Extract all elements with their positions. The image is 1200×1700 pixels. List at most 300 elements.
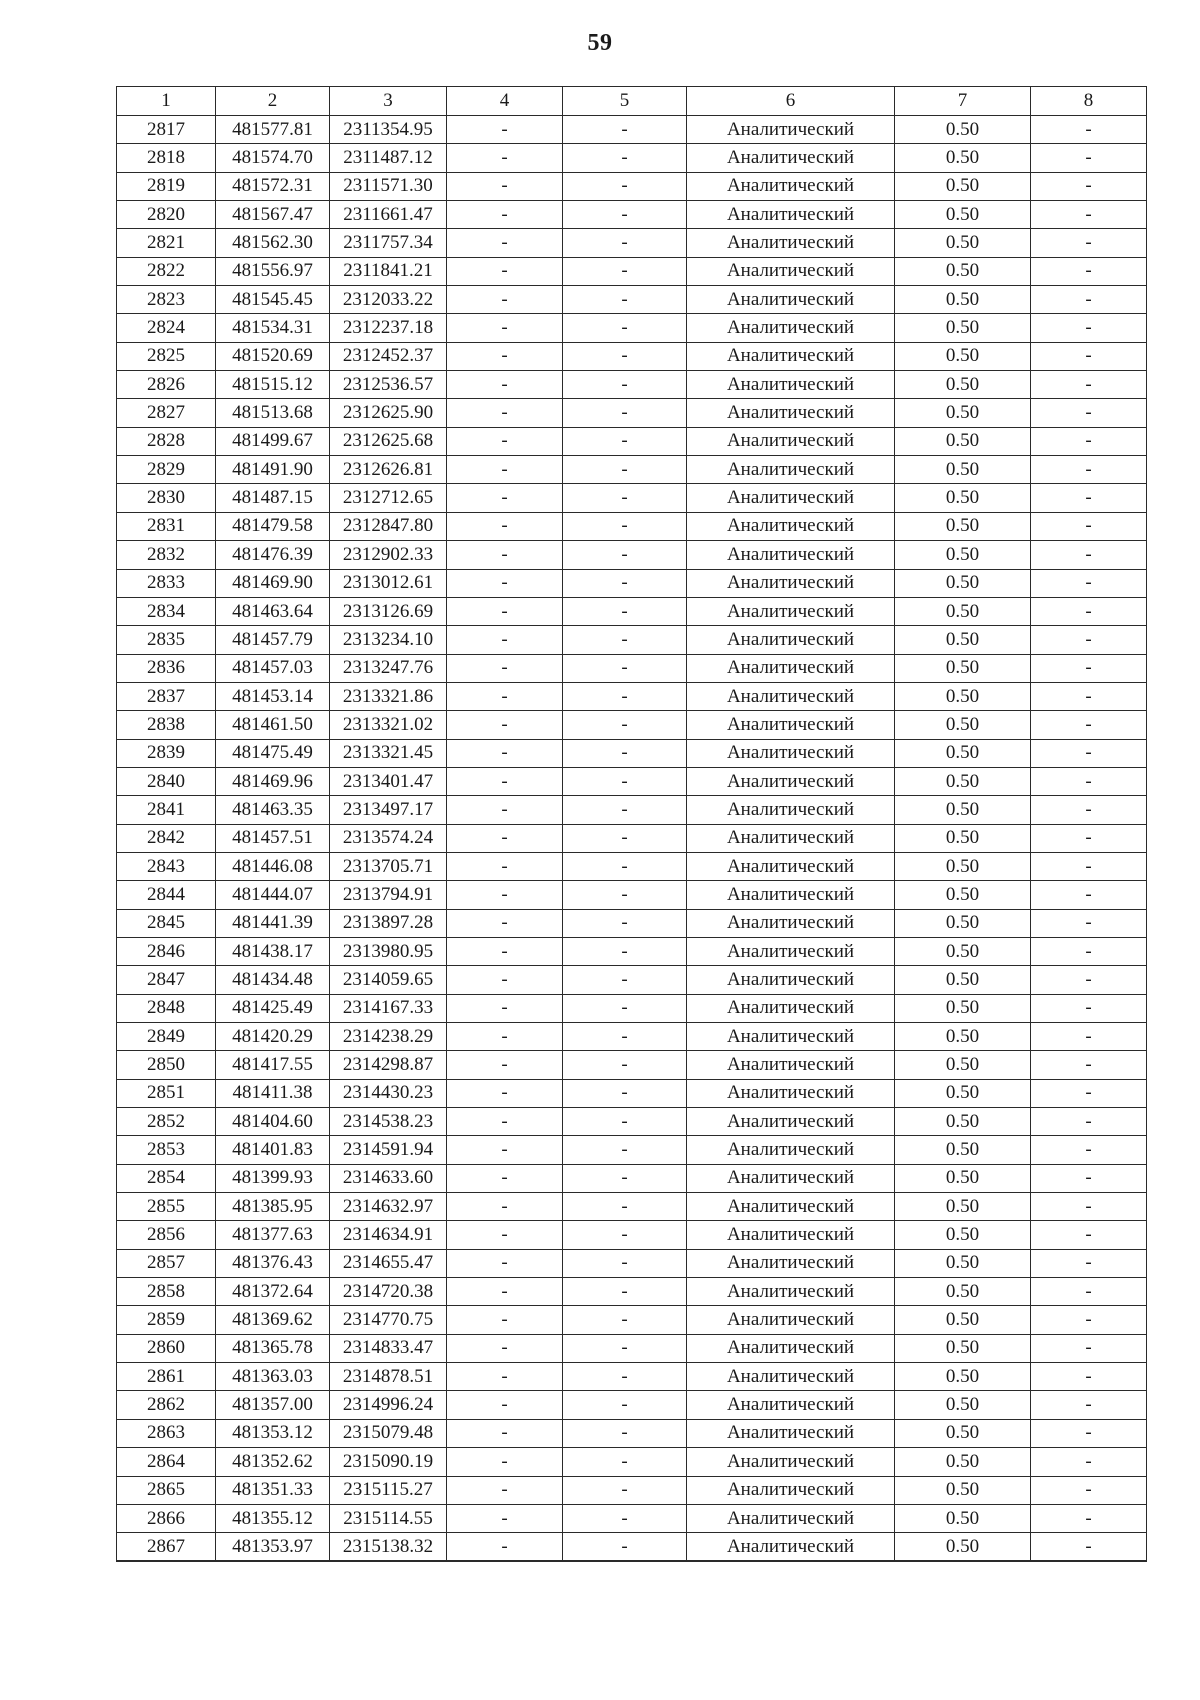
point-number-cell: 2824	[117, 314, 216, 342]
x-coordinate-cell: 481567.47	[216, 201, 330, 229]
col5-cell: -	[563, 569, 687, 597]
x-coordinate-cell: 481453.14	[216, 682, 330, 710]
col4-cell: -	[447, 739, 563, 767]
col8-cell: -	[1031, 626, 1147, 654]
col5-cell: -	[563, 1193, 687, 1221]
table-row	[117, 1533, 1147, 1561]
accuracy-cell: 0.50	[895, 342, 1031, 370]
accuracy-cell: 0.50	[895, 456, 1031, 484]
x-coordinate-cell: 481461.50	[216, 711, 330, 739]
table-row	[117, 796, 1147, 824]
method-cell: Аналитический	[687, 172, 895, 200]
table-row	[117, 229, 1147, 257]
accuracy-cell: 0.50	[895, 1419, 1031, 1447]
method-cell: Аналитический	[687, 257, 895, 285]
method-cell: Аналитический	[687, 824, 895, 852]
y-coordinate-cell: 2312033.22	[330, 286, 447, 314]
col5-cell: -	[563, 1448, 687, 1476]
accuracy-cell: 0.50	[895, 597, 1031, 625]
x-coordinate-cell: 481457.79	[216, 626, 330, 654]
method-cell: Аналитический	[687, 1023, 895, 1051]
table-row	[117, 966, 1147, 994]
col5-cell: -	[563, 1363, 687, 1391]
table-row	[117, 1419, 1147, 1447]
col5-cell: -	[563, 881, 687, 909]
table-row	[117, 427, 1147, 455]
y-coordinate-cell: 2313980.95	[330, 937, 447, 965]
col4-cell: -	[447, 1476, 563, 1504]
x-coordinate-cell: 481574.70	[216, 144, 330, 172]
col8-cell: -	[1031, 1023, 1147, 1051]
col5-cell: -	[563, 1221, 687, 1249]
method-cell: Аналитический	[687, 116, 895, 144]
method-cell: Аналитический	[687, 1278, 895, 1306]
col4-cell: -	[447, 314, 563, 342]
x-coordinate-cell: 481417.55	[216, 1051, 330, 1079]
y-coordinate-cell: 2313401.47	[330, 767, 447, 795]
accuracy-cell: 0.50	[895, 1164, 1031, 1192]
col5-cell: -	[563, 1136, 687, 1164]
col8-cell: -	[1031, 1221, 1147, 1249]
accuracy-cell: 0.50	[895, 682, 1031, 710]
point-number-cell: 2828	[117, 427, 216, 455]
x-coordinate-cell: 481351.33	[216, 1476, 330, 1504]
col8-cell: -	[1031, 1533, 1147, 1561]
x-coordinate-cell: 481463.35	[216, 796, 330, 824]
x-coordinate-cell: 481411.38	[216, 1079, 330, 1107]
x-coordinate-cell: 481434.48	[216, 966, 330, 994]
point-number-cell: 2832	[117, 541, 216, 569]
accuracy-cell: 0.50	[895, 796, 1031, 824]
accuracy-cell: 0.50	[895, 1533, 1031, 1561]
col5-cell: -	[563, 1391, 687, 1419]
col5-cell: -	[563, 1419, 687, 1447]
accuracy-cell: 0.50	[895, 1051, 1031, 1079]
col4-cell: -	[447, 1278, 563, 1306]
point-number-cell: 2862	[117, 1391, 216, 1419]
x-coordinate-cell: 481469.90	[216, 569, 330, 597]
method-cell: Аналитический	[687, 371, 895, 399]
method-cell: Аналитический	[687, 1221, 895, 1249]
point-number-cell: 2823	[117, 286, 216, 314]
y-coordinate-cell: 2314430.23	[330, 1079, 447, 1107]
y-coordinate-cell: 2314591.94	[330, 1136, 447, 1164]
method-cell: Аналитический	[687, 739, 895, 767]
accuracy-cell: 0.50	[895, 399, 1031, 427]
col4-cell: -	[447, 1334, 563, 1362]
y-coordinate-cell: 2312237.18	[330, 314, 447, 342]
method-cell: Аналитический	[687, 1448, 895, 1476]
col5-cell: -	[563, 201, 687, 229]
col4-cell: -	[447, 257, 563, 285]
table-row	[117, 1136, 1147, 1164]
accuracy-cell: 0.50	[895, 881, 1031, 909]
table-row	[117, 257, 1147, 285]
x-coordinate-cell: 481475.49	[216, 739, 330, 767]
x-coordinate-cell: 481357.00	[216, 1391, 330, 1419]
method-cell: Аналитический	[687, 1136, 895, 1164]
col4-cell: -	[447, 342, 563, 370]
col5-cell: -	[563, 1051, 687, 1079]
x-coordinate-cell: 481425.49	[216, 994, 330, 1022]
method-cell: Аналитический	[687, 796, 895, 824]
x-coordinate-cell: 481353.97	[216, 1533, 330, 1561]
col4-cell: -	[447, 144, 563, 172]
y-coordinate-cell: 2314878.51	[330, 1363, 447, 1391]
y-coordinate-cell: 2311571.30	[330, 172, 447, 200]
accuracy-cell: 0.50	[895, 909, 1031, 937]
point-number-cell: 2817	[117, 116, 216, 144]
method-cell: Аналитический	[687, 484, 895, 512]
accuracy-cell: 0.50	[895, 1136, 1031, 1164]
method-cell: Аналитический	[687, 994, 895, 1022]
point-number-cell: 2839	[117, 739, 216, 767]
point-number-cell: 2819	[117, 172, 216, 200]
col8-cell: -	[1031, 1164, 1147, 1192]
table-row	[117, 1164, 1147, 1192]
col5-cell: -	[563, 1476, 687, 1504]
col8-cell: -	[1031, 229, 1147, 257]
col8-cell: -	[1031, 116, 1147, 144]
x-coordinate-cell: 481463.64	[216, 597, 330, 625]
col4-cell: -	[447, 569, 563, 597]
column-header-6: 6	[687, 87, 895, 116]
point-number-cell: 2866	[117, 1504, 216, 1532]
col4-cell: -	[447, 116, 563, 144]
y-coordinate-cell: 2314770.75	[330, 1306, 447, 1334]
accuracy-cell: 0.50	[895, 484, 1031, 512]
accuracy-cell: 0.50	[895, 427, 1031, 455]
method-cell: Аналитический	[687, 1363, 895, 1391]
method-cell: Аналитический	[687, 1108, 895, 1136]
col4-cell: -	[447, 1136, 563, 1164]
col4-cell: -	[447, 711, 563, 739]
y-coordinate-cell: 2314833.47	[330, 1334, 447, 1362]
x-coordinate-cell: 481399.93	[216, 1164, 330, 1192]
table-row	[117, 1221, 1147, 1249]
point-number-cell: 2859	[117, 1306, 216, 1334]
col8-cell: -	[1031, 427, 1147, 455]
accuracy-cell: 0.50	[895, 1448, 1031, 1476]
table-row	[117, 541, 1147, 569]
col4-cell: -	[447, 1448, 563, 1476]
method-cell: Аналитический	[687, 456, 895, 484]
x-coordinate-cell: 481355.12	[216, 1504, 330, 1532]
col4-cell: -	[447, 824, 563, 852]
accuracy-cell: 0.50	[895, 314, 1031, 342]
x-coordinate-cell: 481353.12	[216, 1419, 330, 1447]
table-row	[117, 116, 1147, 144]
col4-cell: -	[447, 1164, 563, 1192]
accuracy-cell: 0.50	[895, 1363, 1031, 1391]
method-cell: Аналитический	[687, 1476, 895, 1504]
table-row	[117, 201, 1147, 229]
col5-cell: -	[563, 456, 687, 484]
point-number-cell: 2849	[117, 1023, 216, 1051]
col5-cell: -	[563, 1306, 687, 1334]
col4-cell: -	[447, 456, 563, 484]
accuracy-cell: 0.50	[895, 1249, 1031, 1277]
x-coordinate-cell: 481556.97	[216, 257, 330, 285]
col5-cell: -	[563, 286, 687, 314]
col8-cell: -	[1031, 371, 1147, 399]
y-coordinate-cell: 2312452.37	[330, 342, 447, 370]
point-number-cell: 2861	[117, 1363, 216, 1391]
method-cell: Аналитический	[687, 626, 895, 654]
method-cell: Аналитический	[687, 1164, 895, 1192]
x-coordinate-cell: 481401.83	[216, 1136, 330, 1164]
point-number-cell: 2836	[117, 654, 216, 682]
col8-cell: -	[1031, 597, 1147, 625]
col4-cell: -	[447, 1363, 563, 1391]
col4-cell: -	[447, 1051, 563, 1079]
col4-cell: -	[447, 1533, 563, 1561]
method-cell: Аналитический	[687, 1504, 895, 1532]
method-cell: Аналитический	[687, 1051, 895, 1079]
method-cell: Аналитический	[687, 597, 895, 625]
col4-cell: -	[447, 484, 563, 512]
col5-cell: -	[563, 1023, 687, 1051]
point-number-cell: 2850	[117, 1051, 216, 1079]
col4-cell: -	[447, 852, 563, 880]
column-header-5: 5	[563, 87, 687, 116]
col8-cell: -	[1031, 796, 1147, 824]
table-row	[117, 484, 1147, 512]
col5-cell: -	[563, 1108, 687, 1136]
col8-cell: -	[1031, 1306, 1147, 1334]
x-coordinate-cell: 481377.63	[216, 1221, 330, 1249]
y-coordinate-cell: 2314633.60	[330, 1164, 447, 1192]
y-coordinate-cell: 2313321.45	[330, 739, 447, 767]
col8-cell: -	[1031, 172, 1147, 200]
col5-cell: -	[563, 229, 687, 257]
point-number-cell: 2833	[117, 569, 216, 597]
col4-cell: -	[447, 512, 563, 540]
accuracy-cell: 0.50	[895, 739, 1031, 767]
accuracy-cell: 0.50	[895, 172, 1031, 200]
method-cell: Аналитический	[687, 286, 895, 314]
col5-cell: -	[563, 1249, 687, 1277]
x-coordinate-cell: 481520.69	[216, 342, 330, 370]
column-header-8: 8	[1031, 87, 1147, 116]
table-row	[117, 881, 1147, 909]
point-number-cell: 2844	[117, 881, 216, 909]
x-coordinate-cell: 481499.67	[216, 427, 330, 455]
accuracy-cell: 0.50	[895, 1306, 1031, 1334]
col8-cell: -	[1031, 654, 1147, 682]
x-coordinate-cell: 481441.39	[216, 909, 330, 937]
y-coordinate-cell: 2312902.33	[330, 541, 447, 569]
table-row	[117, 1023, 1147, 1051]
method-cell: Аналитический	[687, 682, 895, 710]
col5-cell: -	[563, 512, 687, 540]
accuracy-cell: 0.50	[895, 371, 1031, 399]
method-cell: Аналитический	[687, 1249, 895, 1277]
accuracy-cell: 0.50	[895, 1193, 1031, 1221]
point-number-cell: 2837	[117, 682, 216, 710]
table-body	[117, 116, 1147, 1562]
col8-cell: -	[1031, 1108, 1147, 1136]
col4-cell: -	[447, 399, 563, 427]
accuracy-cell: 0.50	[895, 201, 1031, 229]
x-coordinate-cell: 481365.78	[216, 1334, 330, 1362]
x-coordinate-cell: 481513.68	[216, 399, 330, 427]
y-coordinate-cell: 2313234.10	[330, 626, 447, 654]
col8-cell: -	[1031, 1193, 1147, 1221]
col5-cell: -	[563, 909, 687, 937]
x-coordinate-cell: 481469.96	[216, 767, 330, 795]
col8-cell: -	[1031, 201, 1147, 229]
point-number-cell: 2845	[117, 909, 216, 937]
method-cell: Аналитический	[687, 654, 895, 682]
col5-cell: -	[563, 116, 687, 144]
point-number-cell: 2835	[117, 626, 216, 654]
x-coordinate-cell: 481572.31	[216, 172, 330, 200]
table-row	[117, 371, 1147, 399]
col8-cell: -	[1031, 1278, 1147, 1306]
table-row	[117, 569, 1147, 597]
col8-cell: -	[1031, 937, 1147, 965]
table-row	[117, 767, 1147, 795]
table-row	[117, 1363, 1147, 1391]
col5-cell: -	[563, 767, 687, 795]
method-cell: Аналитический	[687, 711, 895, 739]
point-number-cell: 2846	[117, 937, 216, 965]
method-cell: Аналитический	[687, 852, 895, 880]
point-number-cell: 2831	[117, 512, 216, 540]
col4-cell: -	[447, 1306, 563, 1334]
col4-cell: -	[447, 1249, 563, 1277]
method-cell: Аналитический	[687, 909, 895, 937]
method-cell: Аналитический	[687, 881, 895, 909]
accuracy-cell: 0.50	[895, 116, 1031, 144]
col4-cell: -	[447, 626, 563, 654]
point-number-cell: 2842	[117, 824, 216, 852]
accuracy-cell: 0.50	[895, 286, 1031, 314]
table-row	[117, 909, 1147, 937]
point-number-cell: 2864	[117, 1448, 216, 1476]
point-number-cell: 2855	[117, 1193, 216, 1221]
col4-cell: -	[447, 597, 563, 625]
column-header-1: 1	[117, 87, 216, 116]
x-coordinate-cell: 481562.30	[216, 229, 330, 257]
accuracy-cell: 0.50	[895, 824, 1031, 852]
y-coordinate-cell: 2313012.61	[330, 569, 447, 597]
y-coordinate-cell: 2312536.57	[330, 371, 447, 399]
table-row	[117, 172, 1147, 200]
col4-cell: -	[447, 229, 563, 257]
point-number-cell: 2853	[117, 1136, 216, 1164]
x-coordinate-cell: 481545.45	[216, 286, 330, 314]
col8-cell: -	[1031, 1363, 1147, 1391]
column-header-3: 3	[330, 87, 447, 116]
table-row	[117, 512, 1147, 540]
col8-cell: -	[1031, 767, 1147, 795]
col4-cell: -	[447, 796, 563, 824]
table-header	[117, 87, 1147, 116]
x-coordinate-cell: 481457.51	[216, 824, 330, 852]
y-coordinate-cell: 2312847.80	[330, 512, 447, 540]
point-number-cell: 2847	[117, 966, 216, 994]
col8-cell: -	[1031, 994, 1147, 1022]
col8-cell: -	[1031, 456, 1147, 484]
col8-cell: -	[1031, 484, 1147, 512]
col5-cell: -	[563, 484, 687, 512]
column-header-4: 4	[447, 87, 563, 116]
col8-cell: -	[1031, 342, 1147, 370]
col8-cell: -	[1031, 1504, 1147, 1532]
x-coordinate-cell: 481444.07	[216, 881, 330, 909]
point-number-cell: 2818	[117, 144, 216, 172]
y-coordinate-cell: 2313497.17	[330, 796, 447, 824]
table-row	[117, 144, 1147, 172]
col5-cell: -	[563, 314, 687, 342]
table-row	[117, 399, 1147, 427]
point-number-cell: 2821	[117, 229, 216, 257]
col5-cell: -	[563, 371, 687, 399]
col8-cell: -	[1031, 314, 1147, 342]
accuracy-cell: 0.50	[895, 1391, 1031, 1419]
table-row	[117, 1391, 1147, 1419]
y-coordinate-cell: 2313321.86	[330, 682, 447, 710]
table-row	[117, 1448, 1147, 1476]
col8-cell: -	[1031, 1476, 1147, 1504]
y-coordinate-cell: 2315090.19	[330, 1448, 447, 1476]
col5-cell: -	[563, 937, 687, 965]
table-row	[117, 994, 1147, 1022]
accuracy-cell: 0.50	[895, 512, 1031, 540]
method-cell: Аналитический	[687, 1193, 895, 1221]
method-cell: Аналитический	[687, 229, 895, 257]
y-coordinate-cell: 2313321.02	[330, 711, 447, 739]
col8-cell: -	[1031, 257, 1147, 285]
y-coordinate-cell: 2313897.28	[330, 909, 447, 937]
col5-cell: -	[563, 1504, 687, 1532]
point-number-cell: 2863	[117, 1419, 216, 1447]
table-row	[117, 654, 1147, 682]
table-row	[117, 937, 1147, 965]
y-coordinate-cell: 2313705.71	[330, 852, 447, 880]
point-number-cell: 2826	[117, 371, 216, 399]
y-coordinate-cell: 2313247.76	[330, 654, 447, 682]
col8-cell: -	[1031, 1334, 1147, 1362]
table-row	[117, 1476, 1147, 1504]
col8-cell: -	[1031, 286, 1147, 314]
col8-cell: -	[1031, 541, 1147, 569]
col4-cell: -	[447, 541, 563, 569]
y-coordinate-cell: 2314634.91	[330, 1221, 447, 1249]
table-row	[117, 597, 1147, 625]
col8-cell: -	[1031, 1051, 1147, 1079]
method-cell: Аналитический	[687, 427, 895, 455]
table-row	[117, 682, 1147, 710]
col5-cell: -	[563, 796, 687, 824]
col5-cell: -	[563, 342, 687, 370]
x-coordinate-cell: 481372.64	[216, 1278, 330, 1306]
accuracy-cell: 0.50	[895, 711, 1031, 739]
x-coordinate-cell: 481369.62	[216, 1306, 330, 1334]
col5-cell: -	[563, 852, 687, 880]
accuracy-cell: 0.50	[895, 1504, 1031, 1532]
col4-cell: -	[447, 1419, 563, 1447]
col5-cell: -	[563, 626, 687, 654]
point-number-cell: 2834	[117, 597, 216, 625]
table-row	[117, 1278, 1147, 1306]
col8-cell: -	[1031, 1079, 1147, 1107]
accuracy-cell: 0.50	[895, 1079, 1031, 1107]
table-row	[117, 739, 1147, 767]
col4-cell: -	[447, 909, 563, 937]
